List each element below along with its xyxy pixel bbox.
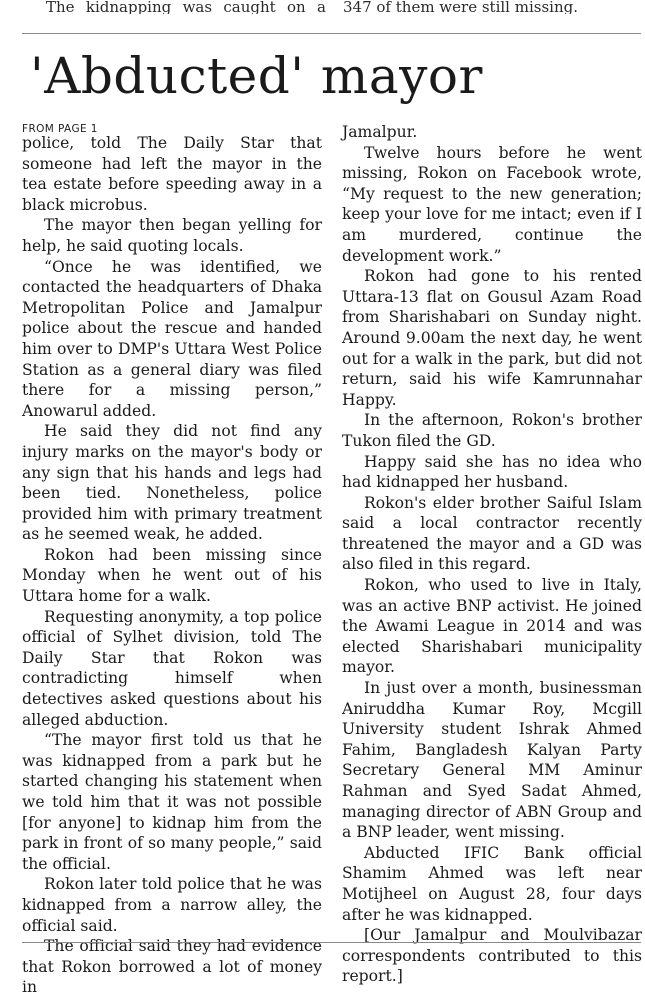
paragraph: Rokon later told police that he was kidnapped from a narrow alley, the official said. (22, 875, 322, 935)
paragraph: In just over a month, businessman Aniruddha Kumar Roy, Mcgill University student Ishrak Ahmed Fahim, Bangladesh Kalyan Party Secretary General MM Aminur Rahman and Syed Sadat Ahmed, managing director of ABN Group and a BNP leader, went missing. (342, 679, 642, 842)
paragraph: He said they did not find any injury marks on the mayor's body or any sign that his hands and legs had been tied. Nonetheless, police provided him with primary treatment as he seemed weak, he added. (22, 422, 322, 544)
article-column-left (22, 122, 322, 998)
paragraph: [Our Jamalpur and Moulvibazar correspondents contributed to this report.] (342, 926, 642, 986)
paragraph: The official said they had evidence that Rokon borrowed a lot of money in (22, 937, 322, 997)
paragraph: The mayor then began yelling for help, he said quoting locals. (22, 216, 322, 255)
paragraph: police, told The Daily Star that someone had left the mayor in the tea estate before speeding away in a black microbus. (22, 134, 322, 214)
paragraph: Requesting anonymity, a top police official of Sylhet division, told The Daily Star that Rokon was contradicting himself when detectives asked questions about his alleged abduction. (22, 607, 322, 729)
bottom-divider (22, 942, 641, 943)
paragraph: Twelve hours before he went missing, Rokon on Facebook wrote, “My request to the new generation; keep your love for me intact; even if I am murdered, continue the development work.” (342, 143, 642, 265)
paragraph: “Once he was identified, we contacted the headquarters of Dhaka Metropolitan Police and Jamalpur police about the rescue and handed him over to DMP's Uttara West Police Station as a general diary was filed there for a missing person,” Anowarul added. (22, 257, 322, 420)
previous-article-left-tail: The kidnapping was caught on a (46, 0, 326, 14)
paragraph: Rokon had been missing since Monday when he went out of his Uttara home for a walk. (22, 545, 322, 606)
paragraph: “The mayor first told us that he was kidnapped from a park but he started changing his statement when we told him that it was not possible [for anyone] to kidnap him from the park in front of so many people,” said the official. (22, 731, 322, 873)
article-column-right (342, 122, 642, 987)
top-divider (22, 33, 641, 34)
paragraph: Jamalpur. (342, 123, 418, 141)
previous-article-right-tail: 347 of them were still missing. (343, 0, 578, 14)
paragraph: Abducted IFIC Bank official Shamim Ahmed was left near Motijheel on August 28, four days after he was kidnapped. (342, 843, 642, 924)
paragraph: Happy said she has no idea who had kidnapped her husband. (342, 452, 642, 492)
paragraph: Rokon, who used to live in Italy, was an active BNP activist. He joined the Awami League in 2014 and was elected Sharishabari municipality mayor. (342, 576, 642, 677)
jump-label: FROM PAGE 1 (22, 123, 98, 135)
paragraph: Rokon had gone to his rented Uttara-13 flat on Gousul Azam Road from Sharishabari on Sunday night. Around 9.00am the next day, he went out for a walk in the park, but did not return, said his wife Kamrunnahar Happy. (342, 267, 642, 409)
headline: 'Abducted' mayor (30, 47, 483, 105)
paragraph: Rokon's elder brother Saiful Islam said a local contractor recently threatened the mayor and a GD was also filed in this regard. (342, 493, 642, 574)
paragraph: In the afternoon, Rokon's brother Tukon filed the GD. (342, 411, 642, 450)
